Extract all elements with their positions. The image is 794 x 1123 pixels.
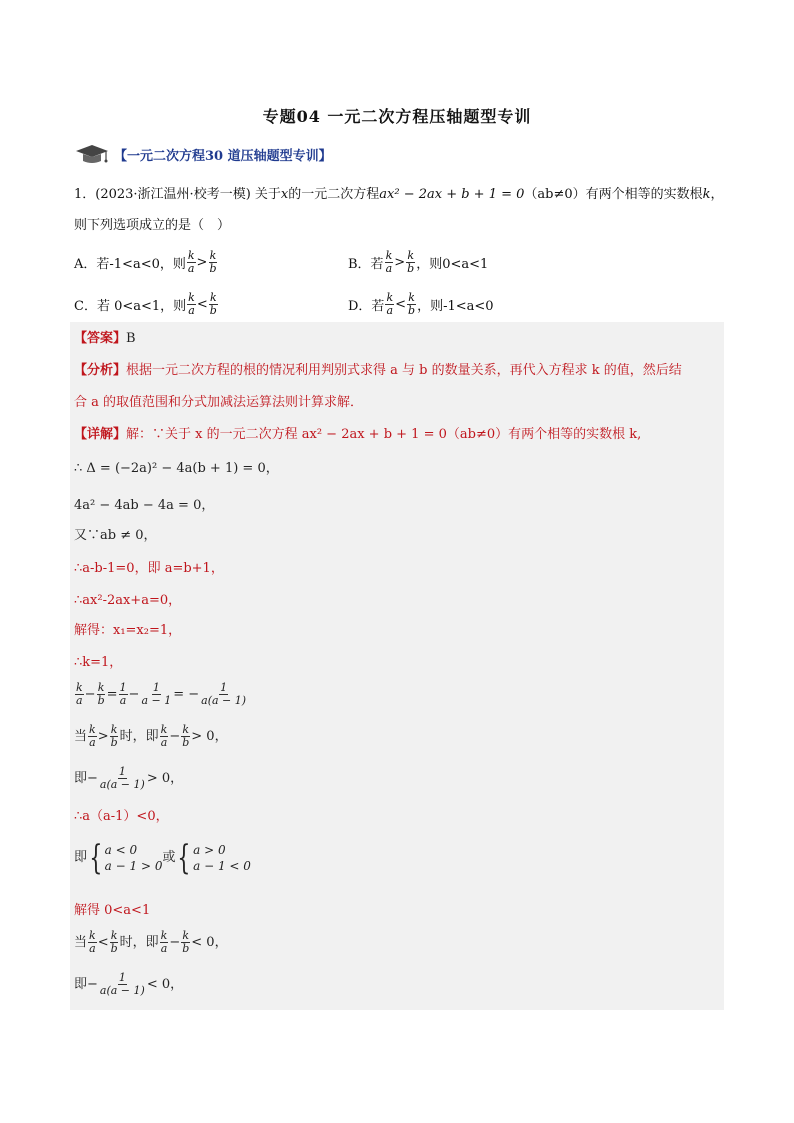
section-header bbox=[74, 142, 332, 166]
option-d: D．若 $\frac{k}{a}$ < $\frac{k}{b}$ ，则-1<a<0 bbox=[348, 291, 494, 317]
step-case-less: 当 $\frac{k}{a}$ < $\frac{k}{b}$ 时，即 $\frac{k}{a}$ − $\frac{k}{b}$ < 0， bbox=[74, 929, 228, 955]
option-a: A．若-1<a<0，则 $\frac{k}{a}$ > $\frac{k}{b}$ bbox=[74, 249, 217, 275]
answer-line: 【答案】 B bbox=[74, 331, 136, 346]
analysis-line-1: 【分析】 根据一元二次方程的根的情况利用判别式求得 a 与 b 的数量关系，再代入方程求 k 的值，然后结 bbox=[74, 363, 682, 378]
step-case-greater: 当 $\frac{k}{a}$ > $\frac{k}{b}$ 时，即 $\frac{k}{a}$ − $\frac{k}{b}$ > 0， bbox=[74, 723, 228, 749]
step-case-less-2: 即− $\frac{1}{a(a - 1)}$ < 0， bbox=[74, 971, 184, 997]
step-relation: ∴a-b-1=0，即 a=b+1， bbox=[74, 561, 224, 576]
step-solution-range: 解得 0<a<1 bbox=[74, 903, 151, 918]
step-product-negative: ∴a（a-1）<0， bbox=[74, 809, 169, 824]
step-roots: 解得：x₁=x₂=1， bbox=[74, 623, 182, 638]
option-c: C．若 0<a<1，则 $\frac{k}{a}$ < $\frac{k}{b}$ bbox=[74, 291, 217, 317]
question-line-2: 则下列选项成立的是（ ） bbox=[74, 218, 231, 233]
detail-line-1: 【详解】 解：∵关于 x 的一元二次方程 ax² − 2ax + b + 1 = 0（ab≠0）有两个相等的实数根 k, bbox=[74, 427, 642, 442]
step-discriminant: ∴ Δ = (−2a)² − 4a(b + 1) = 0， bbox=[74, 461, 279, 476]
step-k-value: ∴k=1， bbox=[74, 655, 123, 670]
document-title: 专题04 一元二次方程压轴题型专训 bbox=[262, 107, 532, 126]
step-expand: 4a² − 4ab − 4a = 0， bbox=[74, 498, 215, 513]
question-line-1: 1．(2023·浙江温州·校考一模) 关于x的一元二次方程ax² − 2ax + b + 1 = 0（ab≠0）有两个相等的实数根k， bbox=[74, 187, 724, 202]
graduation-cap-icon bbox=[74, 142, 110, 166]
section-label: 【一元二次方程30 道压轴题型专训】 bbox=[114, 148, 332, 164]
analysis-line-2: 合 a 的取值范围和分式加减法运算法则计算求解． bbox=[74, 395, 364, 410]
step-ab-nonzero: 又∵ab ≠ 0， bbox=[74, 528, 157, 543]
step-substitute: ∴ax²-2ax+a=0， bbox=[74, 593, 182, 608]
step-fraction-difference: $\frac{k}{a}$ − $\frac{k}{b}$ = $\frac{1}{a}$ − $\frac{1}{a - 1}$ = − $\frac{1}{a(a - 1)}$ bbox=[76, 681, 247, 707]
step-case-greater-2: 即− $\frac{1}{a(a - 1)}$ > 0， bbox=[74, 765, 184, 791]
step-systems: 即 { a < 0 a − 1 > 0 或 { a > 0 a − 1 < 0 bbox=[74, 838, 251, 878]
option-b: B．若 $\frac{k}{a}$ > $\frac{k}{b}$ ，则0<a<1 bbox=[348, 249, 489, 275]
